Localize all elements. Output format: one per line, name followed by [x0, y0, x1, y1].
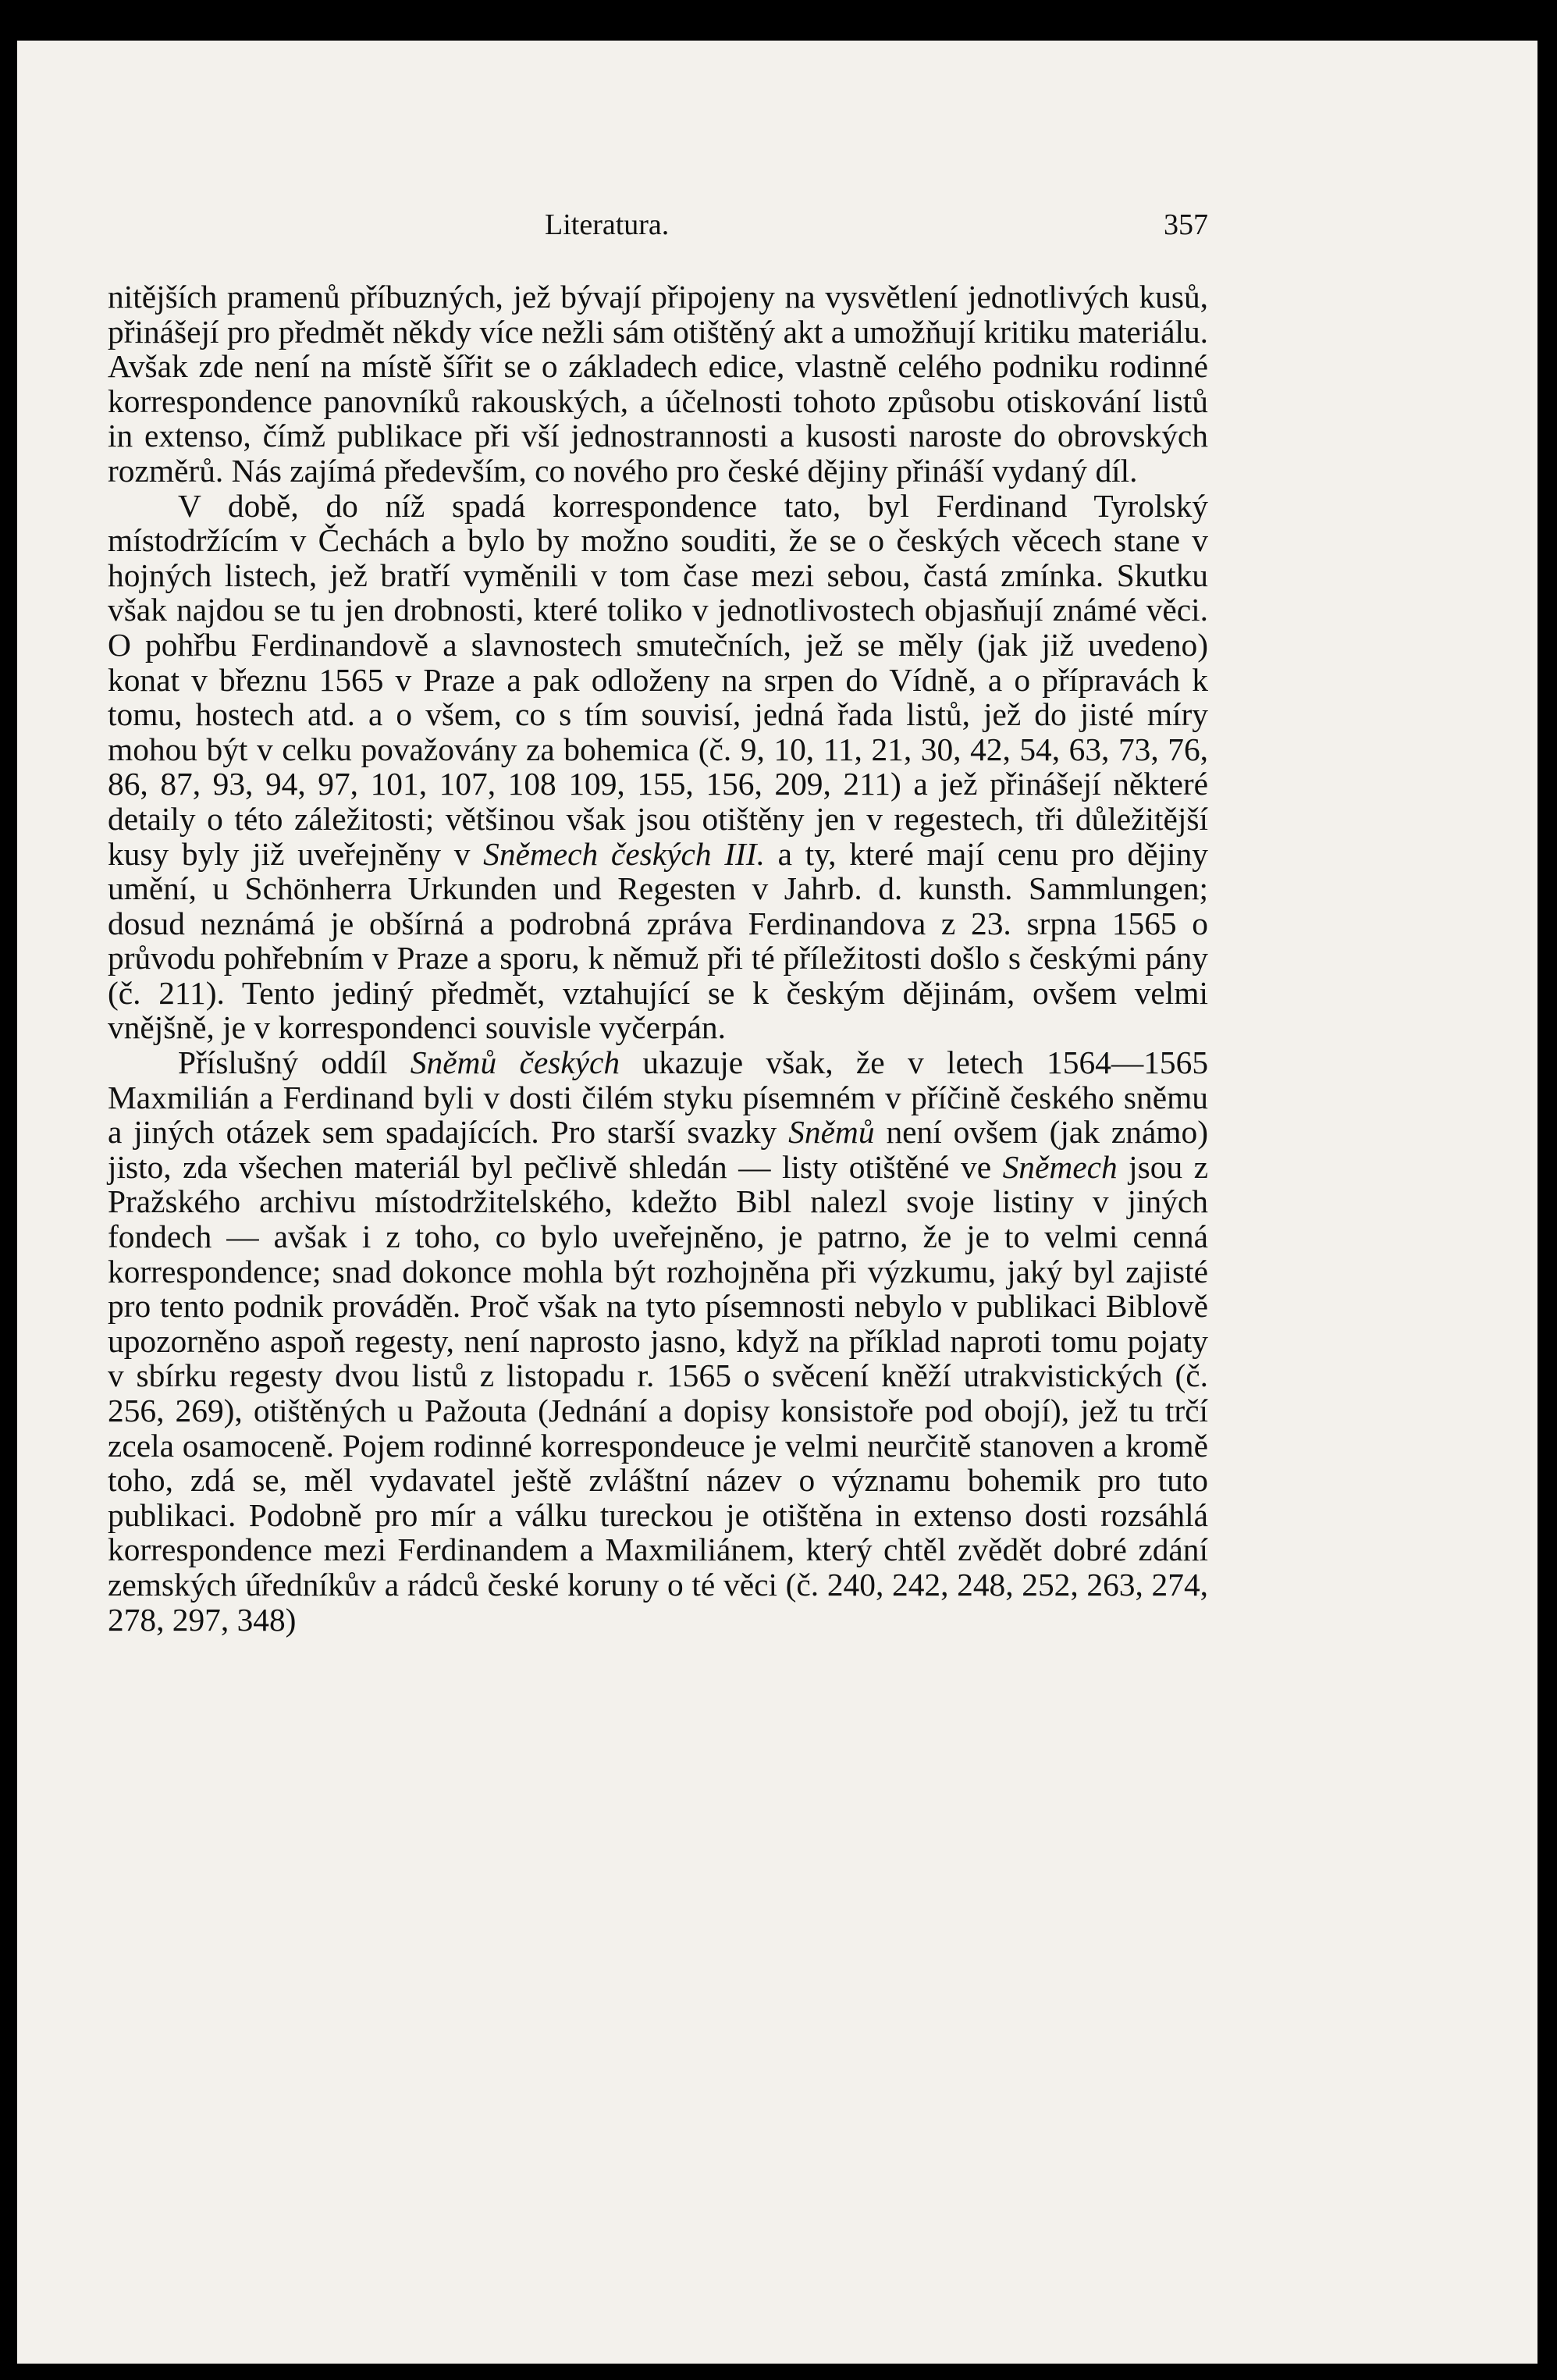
- italic-title: Sněmů: [788, 1114, 875, 1151]
- italic-title: Sněmech: [1002, 1148, 1118, 1185]
- paragraph: [108, 489, 1208, 1046]
- paragraph: [108, 279, 1208, 489]
- text-segment: jsou z Pražského archivu místodržitelského, kdežto Bibl nalezl svoje listiny v jiných fondech — avšak i z toho, co bylo uveřejněno, je patrno, že je to velmi cenná korrespondence; snad dokonce mohla být rozhojněna při výzkumu, jaký byl zajisté pro tento podnik prováděn. Proč však na tyto písemnosti nebylo v publikaci Biblově upozorněno aspoň regesty, není naprosto jasno, když na příklad naproti tomu pojaty v sbírku regesty dvou listů z listopadu r. 1565 o svěcení kněží utrakvistických (č. 256, 269), otištěných u Pažouta (Jednání a dopisy konsistoře pod obojí), jež tu trčí zcela osamoceně. Pojem rodinné korrespondeuce je velmi neurčitě stanoven a kromě toho, zdá se, měl vydavatel ještě zvláštní název o významu bohemik pro tuto publikaci. Podobně pro mír a válku tureckou je otištěna in extenso dosti rozsáhlá korrespondence mezi Ferdinandem a Maxmiliánem, který chtěl zvědět dobré zdání zemských úředníkův a rádců české koruny o té věci (č. 240, 242, 248, 252, 263, 274, 278, 297, 348): [108, 1148, 1208, 1638]
- page-number: 357: [1164, 208, 1208, 241]
- paragraph: [108, 1045, 1208, 1637]
- text-segment: V době, do níž spadá korrespondence tato, byl Ferdinand Tyrolský místodržícím v Čechách a bylo by možno souditi, že se o českých věcech stane v hojných listech, jež bratří vyměnili v tom čase mezi sebou, častá zmínka. Skutku však najdou se tu jen drobnosti, které toliko v jednotlivostech objasňují známé věci. O pohřbu Ferdinandově a slavnostech smutečních, jež se měly (jak již uvedeno) konat v březnu 1565 v Praze a pak odloženy na srpen do Vídně, a o přípravách k tomu, hostech atd. a o všem, co s tím souvisí, jedná řada listů, jež do jisté míry mohou být v celku považovány za bohemica (č. 9, 10, 11, 21, 30, 42, 54, 63, 73, 76, 86, 87, 93, 94, 97, 101, 107, 108 109, 155, 156, 209, 211) a jež přinášejí některé detaily o této záležitosti; většinou však jsou otištěny jen v regestech, tři důležitější kusy byly již uveřejněny v: [108, 487, 1208, 872]
- running-title: Literatura.: [545, 208, 670, 241]
- body-text: [108, 279, 1208, 1637]
- italic-title: Sněmů českých: [410, 1044, 620, 1081]
- italic-title: Sněmech českých III.: [483, 835, 765, 872]
- text-segment: není ovšem (jak známo) jisto, zda všechen materiál byl pečlivě shledán — listy otištěné ve: [108, 1114, 1208, 1185]
- text-segment: ukazuje však, že v letech 1564—1565 Maxmilián a Ferdinand byli v dosti čilém styku písemném v příčině českého sněmu a jiných otázek sem spadajících. Pro starší svazky: [108, 1044, 1209, 1151]
- text-segment: nitějších pramenů příbuzných, jež bývají připojeny na vysvětlení jednotlivých kusů, přinášejí pro předmět někdy více nežli sám otištěný akt a umožňují kritiku materiálu. Avšak zde není na místě šířit se o základech edice, vlastně celého podniku rodinné korrespondence panovníků rakouských, a účelnosti tohoto způsobu otiskování listů in extenso, čímž publikace při vší jednostrannosti a kusosti naroste do obrovských rozměrů. Nás zajímá především, co nového pro české dějiny přináší vydaný díl.: [108, 279, 1208, 489]
- text-segment: a ty, které mají cenu pro dějiny umění, u Schönherra Urkunden und Regesten v Jahrb. d. kunsth. Sammlungen; dosud neznámá je obšírná a podrobná zpráva Ferdinandova z 23. srpna 1565 o průvodu pohřebním v Praze a sporu, k němuž při té příležitosti došlo s českými pány (č. 211). Tento jediný předmět, vztahující se k českým dějinám, ovšem velmi vnějšně, je v korrespondenci souvisle vyčerpán.: [108, 835, 1208, 1046]
- text-segment: Příslušný oddíl: [178, 1044, 411, 1081]
- running-header: [108, 205, 1208, 251]
